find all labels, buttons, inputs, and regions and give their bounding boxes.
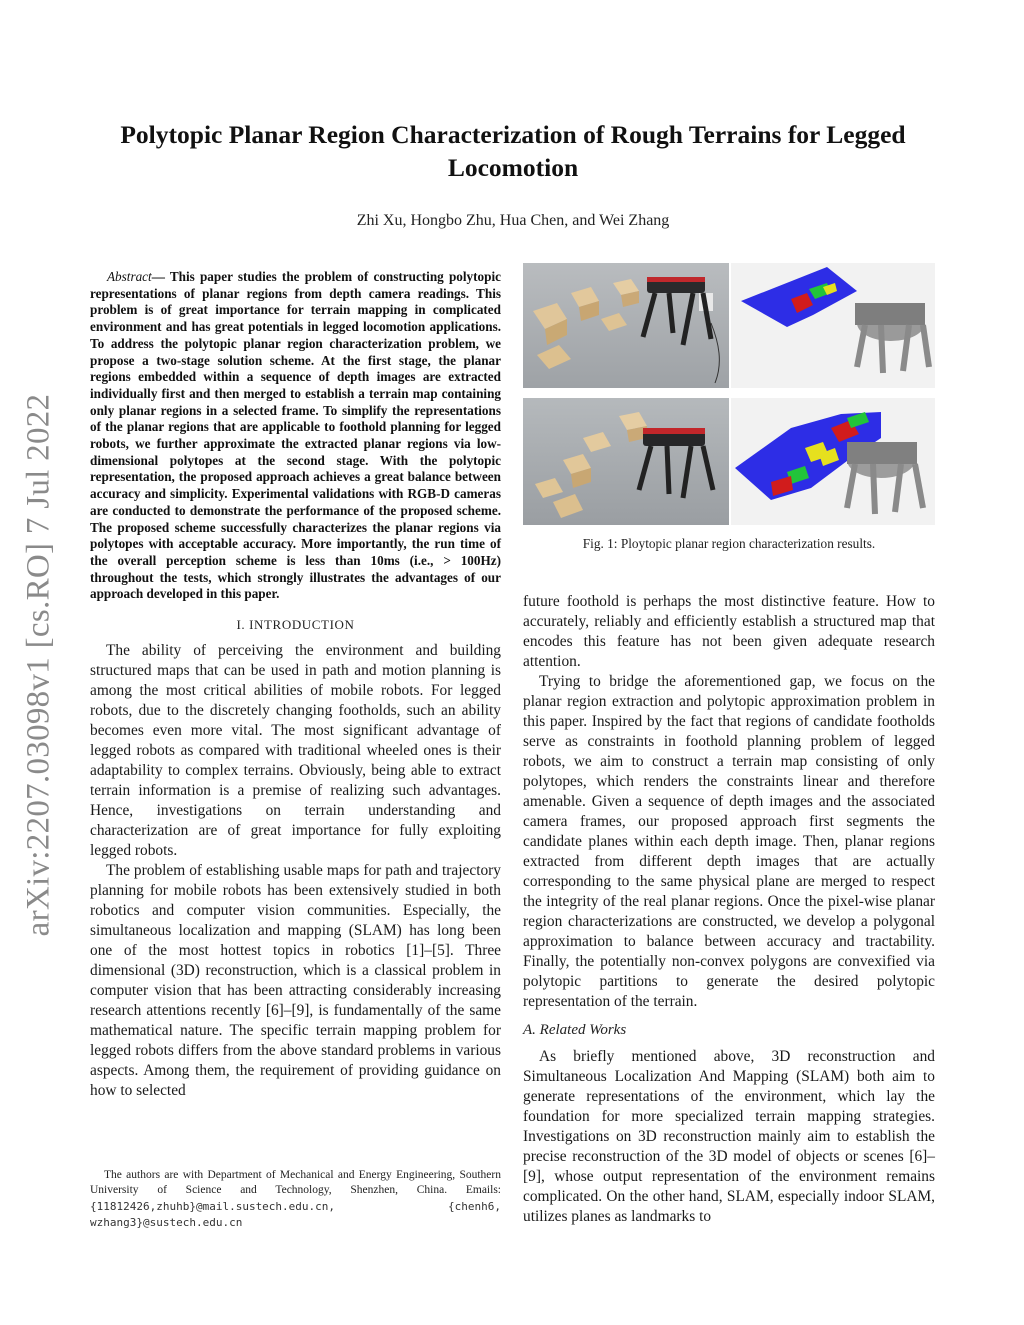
footnote-text: The authors are with Department of Mechanical and Energy Engineering, Southern University of Science and Technology, Shenzhen, China. Emails:	[90, 1169, 501, 1197]
abstract	[90, 269, 501, 603]
related-works-paragraph: As briefly mentioned above, 3D reconstruction and Simultaneous Localization And Mapping (SLAM) both aim to generate representations of the environment, which lay the foundation for more specialized terrain mapping strategies. Investigations on 3D reconstruction mainly aim to establish the precise reconstruction of the 3D model of objects or scenes [6]–[9], whose output representation of the environment remains complicated. On the other hand, SLAM, especially indoor SLAM, utilizes planes as landmarks to	[523, 1048, 935, 1225]
author-affiliation-footnote	[90, 1168, 501, 1231]
figure-render-bottom	[731, 398, 935, 525]
footnote-emails: {11812426,zhuhb}@mail.sustech.edu.cn, {chenh6, wzhang3}@sustech.edu.cn	[90, 1199, 501, 1229]
paper-title: Polytopic Planar Region Characterization of Rough Terrains for Legged Locomotion	[120, 120, 906, 182]
abstract-heading: Abstract	[107, 269, 152, 284]
left-column	[90, 269, 501, 1101]
abstract-text: — This paper studies the problem of constructing polytopic representations of planar regions from depth camera readings. This problem is of great importance for terrain mapping in complicated environment and has great potentials in legged locomotion applications. To address the polytopic planar region characterization problem, we propose a two-stage solution scheme. At the first stage, the planar regions embedded within a sequence of depth images are extracted individually first and then merged to establish a terrain map containing only planar regions in a selected frame. To simplify the representations of the planar regions that are applicable to foothold planning for legged robots, we further approximate the extracted planar regions via low-dimensional polytopes at the second stage. With the polytopic representation, the proposed approach achieves a great balance between accuracy and simplicity. Experimental validations with RGB-D cameras are conducted to demonstrate the performance of the proposed scheme. The proposed scheme successfully characterizes the planar regions via polytopes with acceptable accuracy. More importantly, the run time of the overall perception scheme is less than 10ms (i.e., > 100Hz) throughout the tests, which strongly illustrates the advantages of our approach developed in this paper.	[90, 269, 501, 602]
arxiv-sidebar-identifier	[14, 375, 64, 955]
arxiv-id-text: arXiv:2207.03098v1 [cs.RO] 7 Jul 2022	[20, 393, 57, 937]
right-paragraph-2: Trying to bridge the aforementioned gap, we focus on the planar region extraction and polytopic approximation problem in this paper. Inspired by the fact that regions of candidate footholds serve as constraints in foothold planning problem of legged robots, we aim to construct a terrain map consisting of only polytopes, which renders the constraints linear and therefore amenable. Given a sequence of depth images and the associated camera frames, our proposed approach first segments the candidate planes within each depth image. Then, planar regions extracted from different depth images that are actually corresponding to the same physical plane are merged to respect the integrity of the real planar regions. Once the pixel-wise planar region characterizations are constructed, we develop a polygonal approximation to balance between accuracy and tractability. Finally, the potentially non-convex polygons are convexified via polytopic partitions to generate the desired polytopic representation of the terrain.	[523, 673, 935, 1010]
paper-authors: Zhi Xu, Hongbo Zhu, Hua Chen, and Wei Zhang	[356, 212, 670, 229]
introduction-heading: I. INTRODUCTION	[236, 617, 355, 633]
intro-paragraph-1: The ability of perceiving the environment and building structured maps that can be used in path and motion planning is among the most critical abilities of mobile robots. For legged robots, due to the discretely changing footholds, such an ability becomes even more vital. The most significant advantage of legged robots as compared with traditional wheeled ones is their adaptability to complex terrains. Obviously, being able to extract terrain information is a premise of realizing such advantages. Hence, investigations on terrain understanding and characterization are of great importance for fully exploiting legged robots.	[90, 642, 501, 860]
intro-paragraph-2: The problem of establishing usable maps for path and trajectory planning for mobile robots has been extensively studied in both robotics and computer vision communities. Especially, the simultaneous localization and mapping (SLAM) has long been one of the most hottest topics in robotics [1]–[5]. Three dimensional (3D) reconstruction, which is a classical problem in computer vision that has been attracting considerably increasing research attentions recently [6]–[9], is fundamentally of the same mathematical nature. The specific terrain mapping problem for legged robots differs from the above standard problems in various aspects. Among them, the requirement of providing guidance on how to selected	[90, 862, 501, 1100]
right-column	[523, 592, 935, 1227]
figure-render-top	[731, 263, 935, 388]
figure-1	[523, 263, 935, 525]
figure-1-caption: Fig. 1: Ploytopic planar region characterization results.	[582, 536, 876, 551]
related-works-heading: A. Related Works	[523, 1022, 627, 1038]
right-paragraph-1: future foothold is perhaps the most distinctive feature. How to accurately, reliably and efficiently establish a structured map that encodes this feature has not been given adequate research attention.	[523, 593, 935, 670]
figure-photo-top	[523, 263, 729, 388]
figure-photo-bottom	[523, 398, 729, 525]
